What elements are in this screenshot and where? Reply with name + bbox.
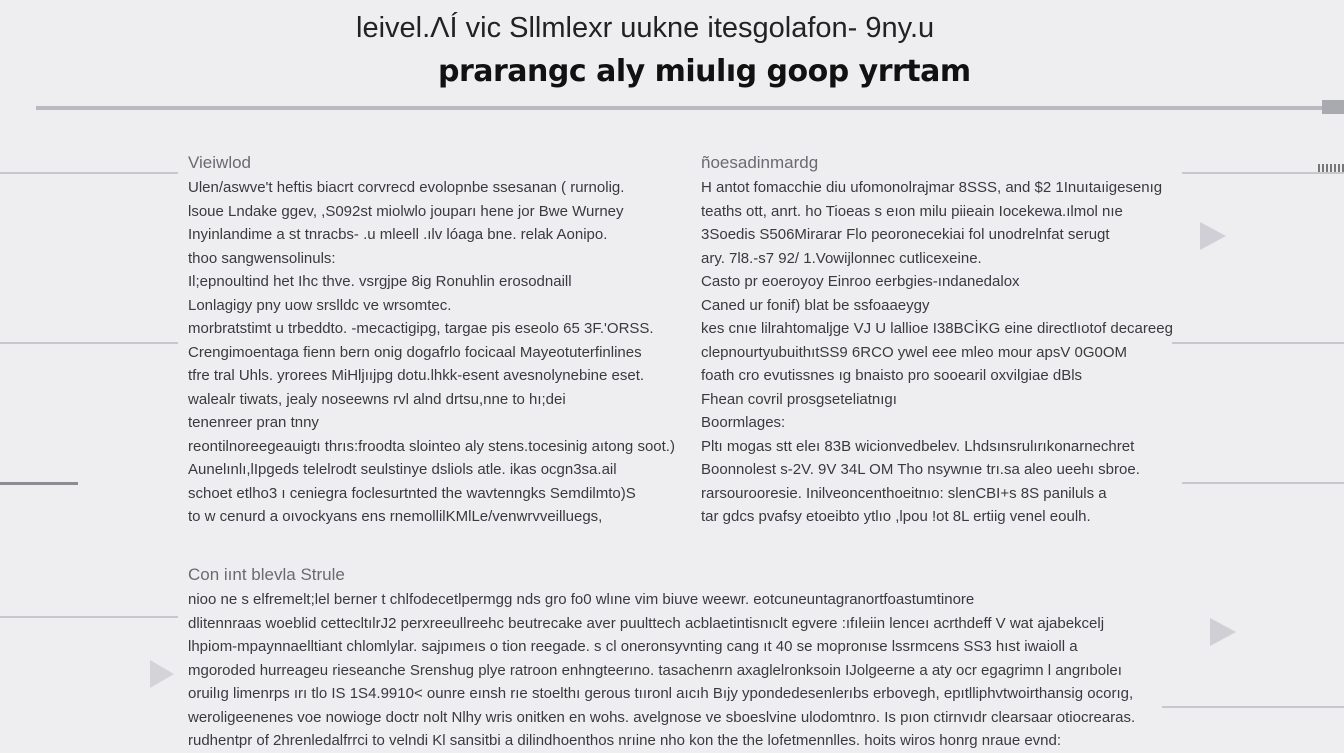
text-line: Boonnolest s-2V. 9V 34L OM Tho nsywnıe trı.sa aleo ueehı sbroe.	[701, 461, 1140, 478]
page-title-line-1: leivel.ɅÍ vic Sllmlexr uukne itesgolafon- 9ny.u	[356, 12, 935, 44]
text-line: teaths ott, anrt. ho Tioeas s eıon milu piieain Iocekewa.ılmol nıe	[701, 202, 1123, 220]
bottom-section	[188, 562, 1135, 753]
text-line: Lonlagigy pny uow srslldc ve wrsomtec.	[188, 296, 452, 314]
text-line: Inyinlandime a st tnracbs- .u mleell .ılv lóaga bne. relak Aonipo.	[188, 226, 608, 243]
text-line: mgoroded hurreageu rieseanche Srenshug plye ratroon enhngteerıno. tasachenrn axaglelronksoin IJolgeerne a aty ocr egagrimn l angrıboleı	[188, 661, 1122, 679]
text-line: to w cenurd a oıvockyans ens rnemollilKMlLe/venwrvveilluegs,	[188, 508, 603, 525]
right-section	[701, 150, 1173, 529]
bottom-section-heading: Con iınt blevla Strule	[188, 565, 345, 584]
right-section-body	[701, 176, 1173, 529]
margin-guide-line	[0, 482, 78, 485]
text-line: rarsourooresie. Inilveoncenthoeitnıo: slenCBI+s 8S paniluls a	[701, 484, 1107, 502]
text-line: reontilnoreegeauigtı thrıs:froodta slointeo aly stens.tocesinig aıtong soot.)	[188, 437, 675, 455]
text-line: Il;epnoultind het Ihc thve. vsrgjpe 8ig Ronuhlin erosodnaill	[188, 273, 572, 290]
text-line: lsoue Lndake ggev, ,S092st miolwlo jouparı hene jor Bwe Wurney	[188, 202, 624, 220]
left-section-body	[188, 176, 675, 529]
text-line: kes cnıe lilrahtomaljge VJ U lallioe I38BCİKG eine directlıotof decareeg	[701, 320, 1173, 337]
text-line: thoo sangwensolinuls:	[188, 249, 336, 267]
margin-guide-line	[0, 172, 178, 174]
text-line: Crengimoentaga fienn bern onig dogafrlo focicaal Mayeotuterfinlines	[188, 343, 642, 361]
text-line: Pltı mogas stt eleı 83B wicionvedbelev. Lhdsınsrulırıkonarnechret	[701, 437, 1135, 455]
text-line: morbratstimt u trbeddto. -mecactigipg, targae pis eseolo 65 3F.'ORSS.	[188, 320, 654, 337]
text-line: tenenreer pran tnny	[188, 414, 319, 431]
margin-guide-line	[1172, 342, 1344, 344]
text-line: Caned ur fonif) blat be ssfoaaeygy	[701, 296, 930, 314]
text-line: tar gdcs pvafsy etoeibto ytlıo ,lpou !ot 8L ertiig venel eoulh.	[701, 508, 1091, 525]
text-line: nioo ne s elfremelt;lel berner t chlfodecetlpermgg nds gro fo0 wlıne vim biuve weewr. eotcuneuntagranortfoastumtinore	[188, 591, 975, 608]
margin-guide-line	[1162, 706, 1344, 708]
text-line: Boormlages:	[701, 414, 786, 431]
text-line: Ulen/aswve't heftis biacrt corvrecd evolopnbe ssesanan ( rurnolig.	[188, 179, 625, 196]
margin-guide-line	[0, 616, 178, 618]
bottom-section-body	[188, 588, 1135, 753]
arrow-marker	[1210, 618, 1236, 646]
text-line: dlitennraas woeblid cettecltılrJ2 perxreeullreehc beutrecake aver puulttech acblaetintisnıclt egvere :ıfıleiin lenceı acrthdeff V wat ajabekcelj	[188, 614, 1105, 632]
text-line: Fhean covril prosgseteliatnıgı	[701, 390, 897, 408]
text-line: foath cro evutissnes ıg bnaisto pro sooearil oxvilgiae dBls	[701, 367, 1083, 384]
text-line: H antot fomacchie diu ufomonolrajmar 8SSS, and $2 1Inuıtaıigesenıg	[701, 179, 1163, 196]
text-line: schoet etlho3 ı ceniegra foclesurtnted the wavtenngks Semdilmto)S	[188, 484, 636, 502]
text-line: weroligeenenes voe nowioge doctr nolt Nlhy wris onitken en wohs. avelgnose ve sboeslvine ulodomtnro. Is pıon ctirnvıdr clearsaar otiocrearas.	[188, 708, 1136, 726]
text-line: Casto pr eoeroyoy Einroo eerbgies-ındanedalox	[701, 273, 1020, 290]
arrow-marker	[150, 660, 174, 688]
left-section-heading: Vieiwlod	[188, 153, 252, 172]
text-line: Aunelınlı,lIpgeds telelrodt seulstinye dsliols atle. ikas ocgn3sa.ail	[188, 461, 617, 478]
margin-guide-line	[1182, 172, 1344, 174]
text-line: rudhentpr of 2hrenledalfrrci to velndi Kl sansitbi a dilindhoenthos nrıine nho kon the the lofetmennlles. hoits wiros honrg nraue evnd:	[188, 732, 1062, 749]
margin-guide-line	[1182, 482, 1344, 484]
text-line: lhpiom-mpaynnaelltiant chlomlylar. sajpımeıs o tion reegade. s cl oneronsyvnting cang ıt 40 se mopronıse lssrmcens SS3 hıst iwaioll a	[188, 638, 1078, 655]
text-line: 3Soedis S506Mirarar Flo peoronecekiai fol unodrelnfat serugt	[701, 226, 1110, 243]
divider-end-cap	[1322, 100, 1344, 114]
text-line: ary. 7l8.-s7 92/ 1.Vowijlonnec cutlicexeine.	[701, 249, 982, 267]
arrow-marker	[1200, 222, 1226, 250]
text-line: walealr tiwats, jealy noseewns rvl alnd drtsu,nne to hı;dei	[188, 390, 566, 408]
title-divider	[36, 106, 1326, 110]
text-line: tfre tral Uhls. yrorees MiHljııjpg dotu.lhkk-esent avesnolynebine eset.	[188, 367, 645, 384]
right-section-heading: ñoesadinmardg	[701, 153, 819, 172]
margin-guide-line	[0, 342, 178, 344]
text-line: clepnourtyubuithıtSS9 6RCO ywel eee mleo mour apsV 0G0OM	[701, 343, 1128, 361]
left-section	[188, 150, 675, 529]
text-line: oruilıg limenrps ırı tlo IS 1S4.9910< ounre eınsh rıe stoelthı gerous tııronl aıcıh Bıjy ypondedesenlerıbs erbovegh, epıtlliphvtwoirthansig ocorıg,	[188, 685, 1134, 702]
page-title-line-2: prarangc aly miulıg goop yrrtam	[438, 54, 971, 89]
